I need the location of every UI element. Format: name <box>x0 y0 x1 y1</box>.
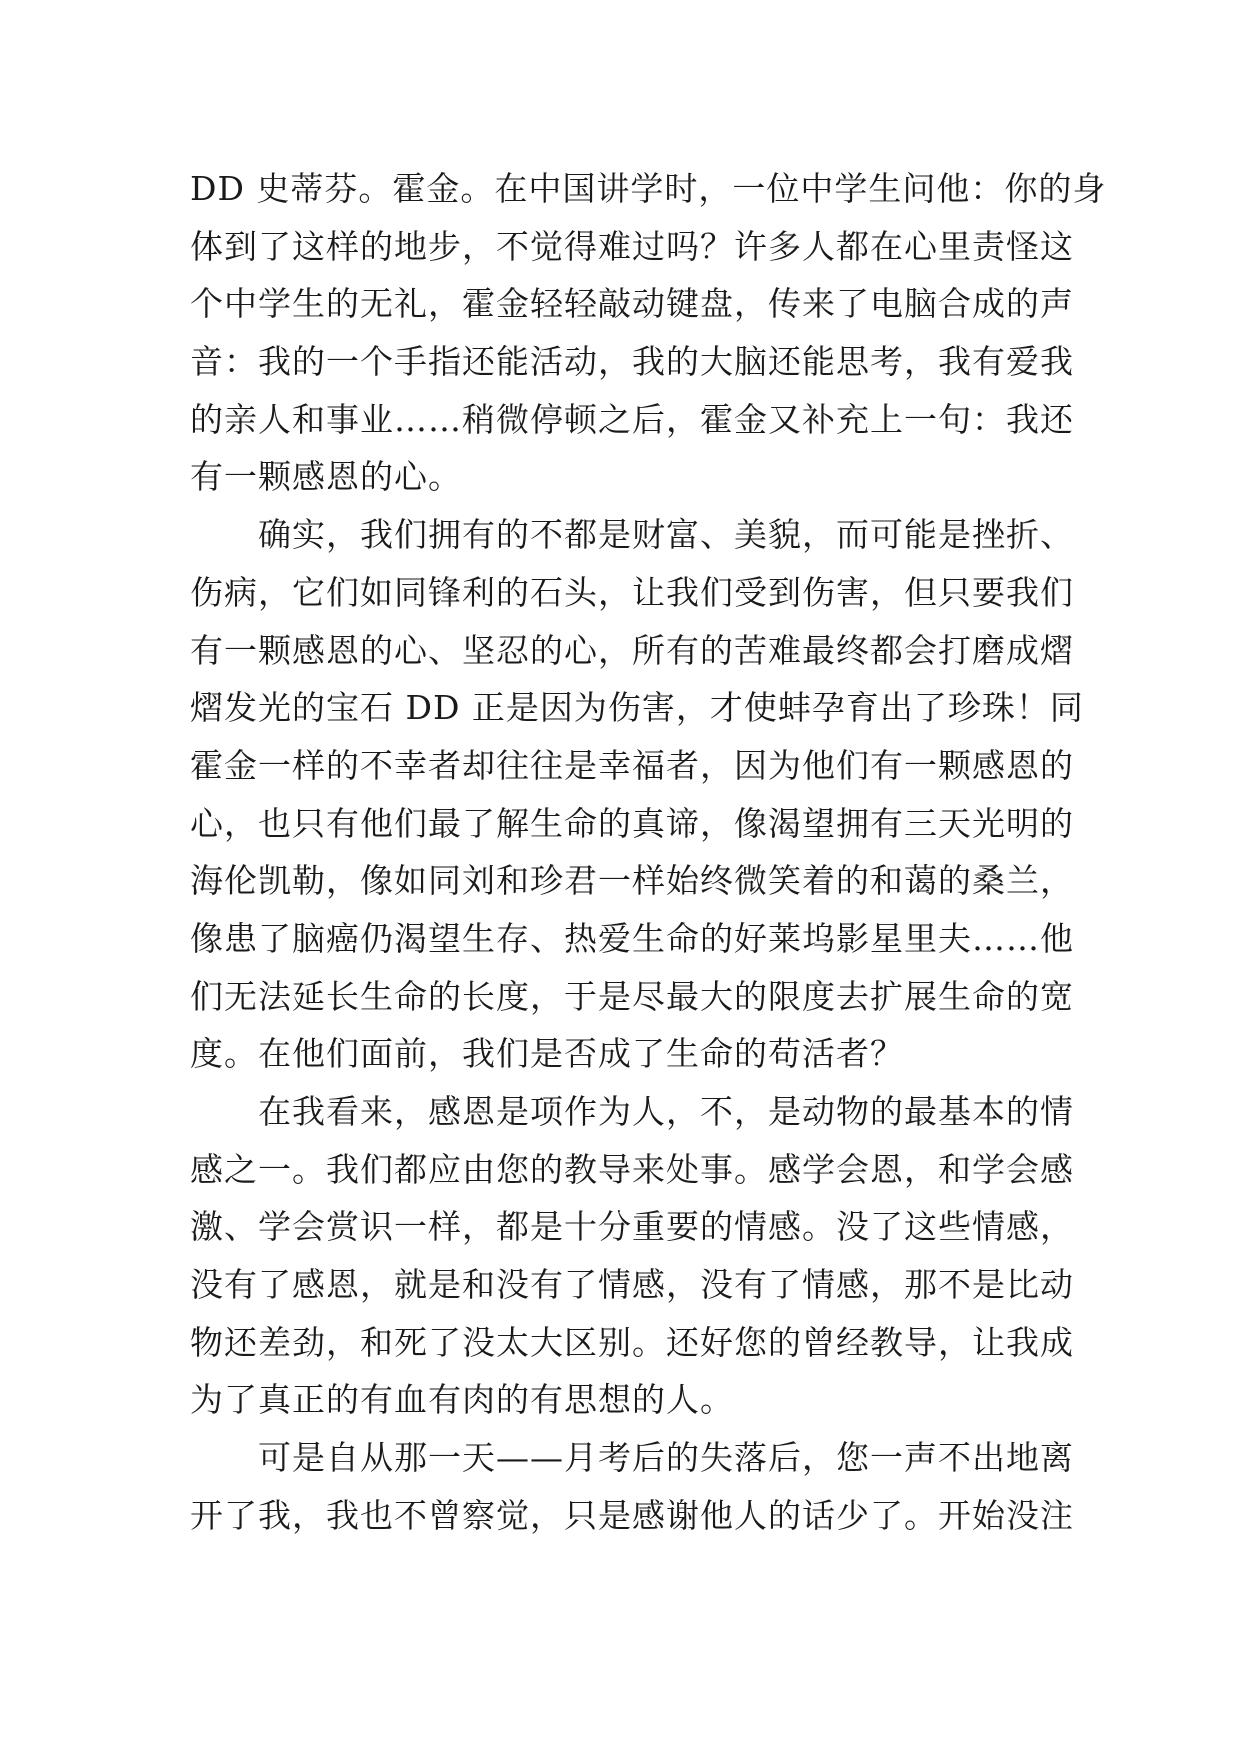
text-line: 体到了这样的地步，不觉得难过吗？许多人都在心里责怪这 <box>190 226 1074 266</box>
text-line: 物还差劲，和死了没太大区别。还好您的曾经教导，让我成 <box>190 1322 1074 1362</box>
text-line: 没有了感恩，就是和没有了情感，没有了情感，那不是比动 <box>190 1265 1074 1305</box>
text-line: 开了我，我也不曾察觉，只是感谢他人的话少了。开始没注 <box>190 1495 1074 1535</box>
text-line: 霍金一样的不幸者却往往是幸福者，因为他们有一颗感恩的 <box>190 745 1074 785</box>
text-line: 确实，我们拥有的不都是财富、美貌，而可能是挫折、 <box>190 515 1074 555</box>
text-line: 度。在他们面前，我们是否成了生命的苟活者？ <box>190 1034 904 1074</box>
text-line: 的亲人和事业……稍微停顿之后，霍金又补充上一句：我还 <box>190 399 1074 439</box>
text-line: 个中学生的无礼，霍金轻轻敲动键盘，传来了电脑合成的声 <box>190 284 1074 324</box>
text-line: DD 史蒂芬。霍金。在中国讲学时，一位中学生问他：你的身 <box>190 169 1107 208</box>
body-text <box>190 160 1107 1545</box>
text-line: 可是自从那一天——月考后的失落后，您一声不出地离 <box>190 1438 1074 1478</box>
text-line: 伤病，它们如同锋利的石头，让我们受到伤害，但只要我们 <box>190 572 1074 612</box>
text-line: 海伦凯勒，像如同刘和珍君一样始终微笑着的和蔼的桑兰， <box>190 861 1074 901</box>
text-line: 心，也只有他们最了解生命的真谛，像渴望拥有三天光明的 <box>190 803 1074 843</box>
text-line: 感之一。我们都应由您的教导来处事。感学会恩，和学会感 <box>190 1149 1074 1189</box>
text-line: 激、学会赏识一样，都是十分重要的情感。没了这些情感， <box>190 1207 1074 1247</box>
text-line: 有一颗感恩的心、坚忍的心，所有的苦难最终都会打磨成熠 <box>190 630 1074 670</box>
text-line: 有一颗感恩的心。 <box>190 457 462 497</box>
text-line: 像患了脑癌仍渴望生存、热爱生命的好莱坞影星里夫……他 <box>190 918 1074 958</box>
text-line: 们无法延长生命的长度，于是尽最大的限度去扩展生命的宽 <box>190 976 1074 1016</box>
text-line: 音：我的一个手指还能活动，我的大脑还能思考，我有爱我 <box>190 342 1074 382</box>
text-line: 熠发光的宝石 DD 正是因为伤害，才使蚌孕育出了珍珠！同 <box>190 688 1084 728</box>
text-line: 在我看来，感恩是项作为人，不，是动物的最基本的情 <box>190 1092 1074 1131</box>
text-line: 为了真正的有血有肉的有思想的人。 <box>190 1380 734 1420</box>
